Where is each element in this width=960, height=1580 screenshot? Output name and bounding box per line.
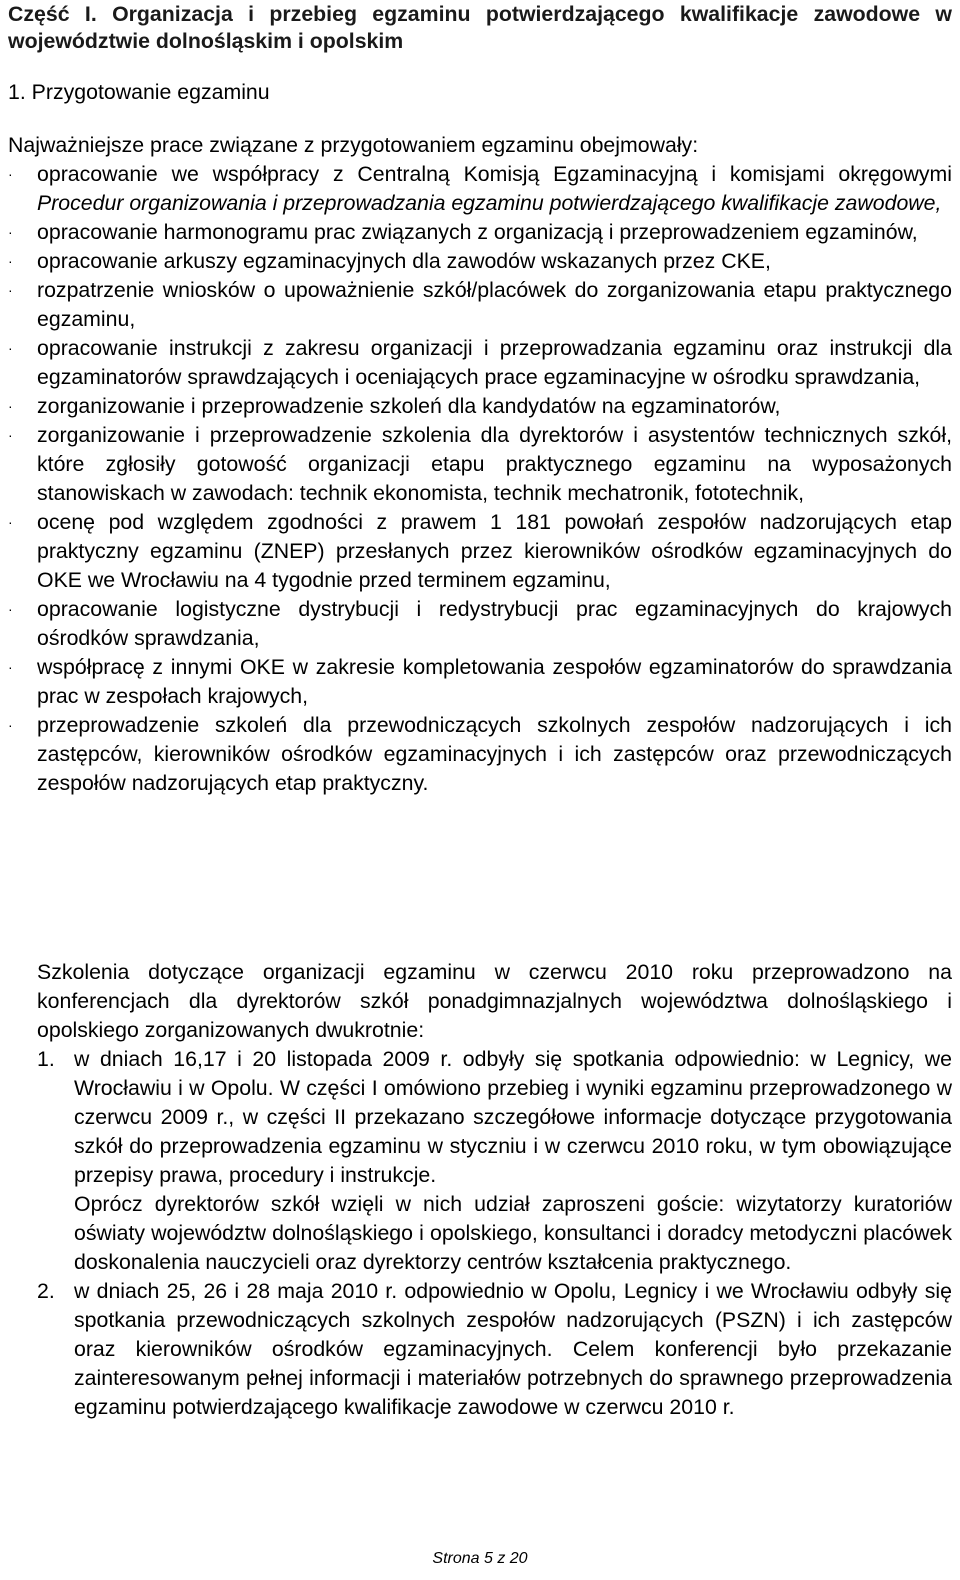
bullet-icon: · [8,601,13,617]
task-item [8,508,952,595]
bullet-icon: · [8,659,13,675]
task-item [8,247,952,276]
session-paragraph: w dniach 16,17 i 20 listopada 2009 r. odbyły się spotkania odpowiednio: w Legnicy, we Wrocławiu i w Opolu. W części I omówiono przebieg i wyniki egzaminu przeprowadzonego w czerwcu 2009 r., w części II przekazano szczegółowe informacje dotyczące przygotowania szkół do przeprowadzenia egzaminu w styczniu i w czerwcu 2010 roku, w tym obowiązujące przepisy prawa, procedury i instrukcje. [74,1047,952,1187]
task-item [8,334,952,392]
page-footer: Strona 5 z 20 [432,1550,528,1567]
session-paragraph: Oprócz dyrektorów szkół wzięli w nich udział zaproszeni goście: wizytatorzy kuratoriów oświaty województw dolnośląskiego i opolskiego, konsultanci i doradcy metodyczni placówek doskonalenia nauczycieli oraz dyrektorzy centrów kształcenia praktycznego. [74,1192,952,1274]
task-text: zorganizowanie i przeprowadzenie szkolenia dla dyrektorów i asystentów technicznych szkół, które zgłosiły gotowość organizacji etapu praktycznego egzaminu na wyposażonych stanowiskach w zawodach: technik ekonomista, technik mechatronik, fototechnik, [37,423,952,505]
bullet-icon: · [8,282,13,298]
session-paragraph: w dniach 25, 26 i 28 maja 2010 r. odpowiednio w Opolu, Legnicy i we Wrocławiu odbyły się spotkania przewodniczących szkolnych zespołów nadzorujących (PSZN) i ich zastępców oraz kierowników ośrodków egzaminacyjnych. Celem konferencji było przekazanie zainteresowanym pełnej informacji i materiałów potrzebnych do sprawnego przeprowadzenia egzaminu potwierdzającego kwalifikacje zawodowe w czerwcu 2010 r. [74,1279,952,1419]
task-item [8,392,952,421]
task-list [8,160,952,798]
task-text: opracowanie arkuszy egzaminacyjnych dla zawodów wskazanych przez CKE, [37,249,771,273]
task-item [8,160,952,218]
task-item [8,421,952,508]
intro-paragraph: Najważniejsze prace związane z przygotowaniem egzaminu obejmowały: [8,133,699,157]
task-text: opracowanie instrukcji z zakresu organizacji i przeprowadzania egzaminu oraz instrukcji dla egzaminatorów sprawdzających i oceniających prace egzaminacyjne w ośrodku sprawdzania, [37,336,952,389]
task-text: zorganizowanie i przeprowadzenie szkoleń dla kandydatów na egzaminatorów, [37,394,781,418]
bullet-icon: · [8,224,13,240]
task-text: rozpatrzenie wniosków o upoważnienie szkół/placówek do zorganizowania etapu praktycznego egzaminu, [37,278,952,331]
trainings-section [8,958,952,1422]
bullet-icon: · [8,340,13,356]
bullet-icon: · [8,398,13,414]
bullet-icon: · [8,427,13,443]
task-item [8,595,952,653]
task-text: opracowanie we współpracy z Centralną Komisją Egzaminacyjną i komisjami okręgowymi [37,162,952,186]
trainings-intro: Szkolenia dotyczące organizacji egzaminu w czerwcu 2010 roku przeprowadzono na konferencjach dla dyrektorów szkół ponadgimnazjalnych województwa dolnośląskiego i opolskiego zorganizowanych dwukrotnie: [37,960,952,1042]
session-item [8,1277,952,1422]
session-item [8,1045,952,1277]
task-item [8,276,952,334]
bullet-icon: · [8,514,13,530]
task-text: ocenę pod względem zgodności z prawem 1 181 powołań zespołów nadzorujących etap praktyczny egzaminu (ZNEP) przesłanych przez kierowników ośrodków egzaminacyjnych do OKE we Wrocławiu na 4 tygodnie przed terminem egzaminu, [37,510,952,592]
task-text: opracowanie logistyczne dystrybucji i redystrybucji prac egzaminacyjnych do krajowych ośrodków sprawdzania, [37,597,952,650]
bullet-icon: · [8,717,13,733]
sessions-list [8,1045,952,1422]
task-text-italic: Procedur organizowania i przeprowadzania egzaminu potwierdzającego kwalifikacje zawodowe, [37,191,942,215]
task-item [8,218,952,247]
bullet-icon: · [8,253,13,269]
task-item [8,711,952,798]
task-text: opracowanie harmonogramu prac związanych z organizacją i przeprowadzeniem egzaminów, [37,220,918,244]
session-number: 1. [37,1047,55,1071]
task-text: współpracę z innymi OKE w zakresie kompletowania zespołów egzaminatorów do sprawdzania prac w zespołach krajowych, [37,655,952,708]
part-title: Część I. Organizacja i przebieg egzaminu potwierdzającego kwalifikacje zawodowe w województwie dolnośląskim i opolskim [8,2,952,53]
session-number: 2. [37,1279,55,1303]
task-item [8,653,952,711]
bullet-icon: · [8,166,13,182]
section-title: 1. Przygotowanie egzaminu [8,80,270,104]
task-text: przeprowadzenie szkoleń dla przewodniczących szkolnych zespołów nadzorujących i ich zastępców, kierowników ośrodków egzaminacyjnych i ich zastępców oraz przewodniczących zespołów nadzorujących etap praktyczny. [37,713,952,795]
